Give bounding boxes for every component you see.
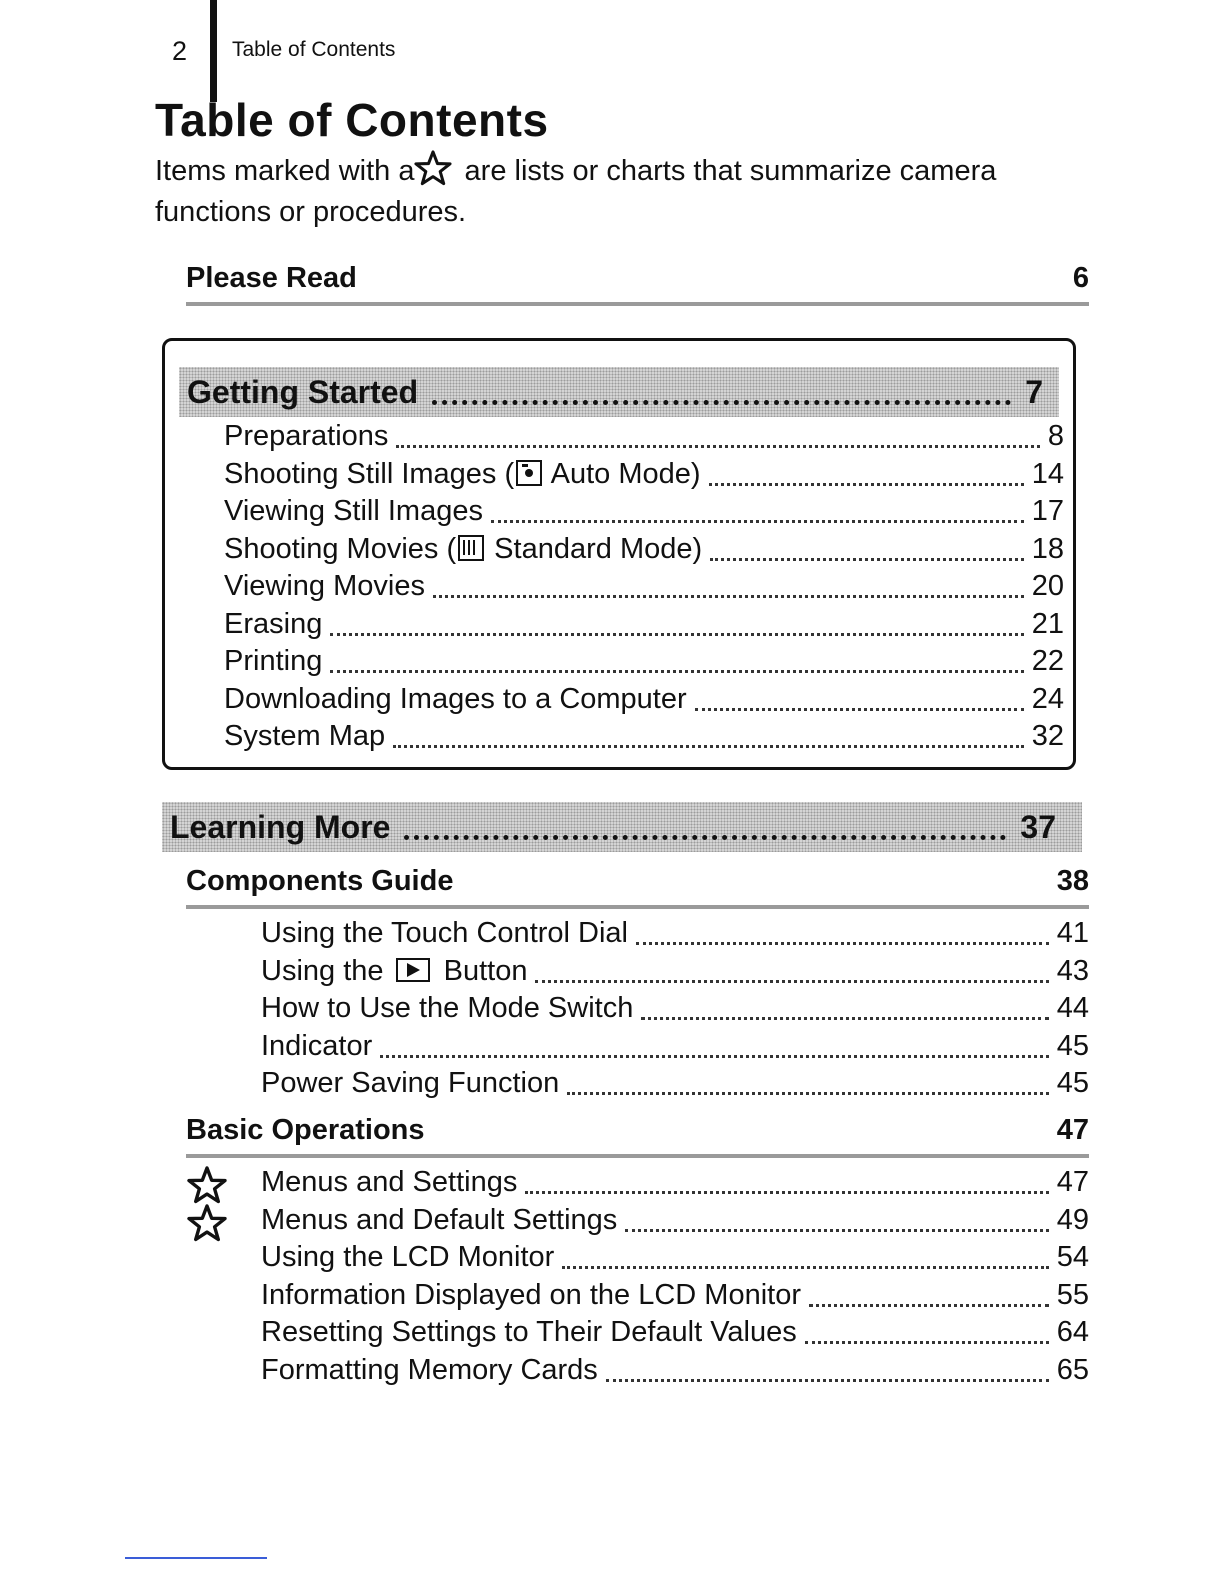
toc-entry-shooting-still-images[interactable]: Shooting Still Images ( Auto Mode) 14 [224, 457, 1064, 490]
toc-entry-indicator[interactable]: Indicator 45 [261, 1029, 1089, 1062]
chapter-page: 7 [1025, 373, 1043, 410]
toc-entry-playback-button[interactable]: Using the Button 43 [261, 954, 1089, 987]
basic-operations-list [261, 1164, 1089, 1389]
chapter-label: Getting Started [187, 373, 419, 410]
toc-entry-getting-started[interactable] [179, 367, 1059, 417]
intro-after: are lists or charts that summarize camera functions or procedures. [155, 155, 997, 228]
toc-entry-basic-operations[interactable] [186, 1114, 1089, 1158]
dot-leader [404, 835, 1006, 840]
chapter-page: 37 [1020, 808, 1056, 845]
toc-entry-formatting-memory-cards[interactable]: Formatting Memory Cards 65 [261, 1353, 1089, 1386]
playback-icon [396, 958, 430, 982]
toc-entry-touch-control-dial[interactable]: Using the Touch Control Dial 41 [261, 917, 1089, 950]
running-title: Table of Contents [232, 38, 396, 61]
page-number: 2 [172, 36, 188, 66]
toc-entry-viewing-movies[interactable]: Viewing Movies 20 [224, 570, 1064, 603]
toc-entry-power-saving[interactable]: Power Saving Function 45 [261, 1067, 1089, 1100]
toc-entry-lcd-information[interactable]: Information Displayed on the LCD Monitor 55 [261, 1278, 1089, 1311]
movie-icon [458, 535, 484, 561]
footer-divider [125, 1557, 267, 1559]
star-outline-icon [187, 1204, 227, 1250]
toc-entry-please-read[interactable] [186, 262, 1089, 306]
section-page: 6 [1072, 262, 1089, 294]
section-label: Basic Operations [186, 1114, 425, 1146]
toc-entry-menus-and-settings[interactable]: Menus and Settings 47 [261, 1164, 1089, 1202]
section-page: 47 [1056, 1114, 1089, 1146]
toc-entry-learning-more[interactable] [162, 802, 1082, 852]
toc-entry-menus-default-settings[interactable]: Menus and Default Settings 49 [261, 1202, 1089, 1240]
dot-leader [432, 400, 1011, 405]
header-divider [210, 0, 217, 102]
camera-auto-icon [516, 460, 542, 486]
page-title: Table of Contents [155, 94, 549, 146]
toc-entry-components-guide[interactable] [186, 865, 1089, 909]
toc-entry-downloading-images[interactable]: Downloading Images to a Computer 24 [224, 682, 1064, 715]
section-label: Components Guide [186, 865, 454, 897]
toc-entry-shooting-movies[interactable]: Shooting Movies ( Standard Mode) 18 [224, 532, 1064, 565]
toc-entry-using-lcd-monitor[interactable]: Using the LCD Monitor 54 [261, 1241, 1089, 1274]
toc-entry-system-map[interactable]: System Map 32 [224, 720, 1064, 753]
intro-text [155, 150, 1055, 230]
intro-before: Items marked with a [155, 155, 415, 187]
toc-entry-mode-switch[interactable]: How to Use the Mode Switch 44 [261, 992, 1089, 1025]
toc-entry-resetting-settings[interactable]: Resetting Settings to Their Default Values 64 [261, 1316, 1089, 1349]
toc-entry-viewing-still-images[interactable]: Viewing Still Images 17 [224, 495, 1064, 528]
toc-entry-printing[interactable]: Printing 22 [224, 645, 1064, 678]
section-label: Please Read [186, 262, 357, 294]
star-outline-icon [414, 150, 452, 195]
toc-entry-erasing[interactable]: Erasing 21 [224, 607, 1064, 640]
components-guide-list [261, 915, 1089, 1103]
chapter-label: Learning More [170, 808, 391, 845]
getting-started-list [224, 418, 1064, 756]
toc-entry-preparations[interactable]: Preparations 8 [224, 420, 1064, 453]
section-page: 38 [1056, 865, 1089, 897]
